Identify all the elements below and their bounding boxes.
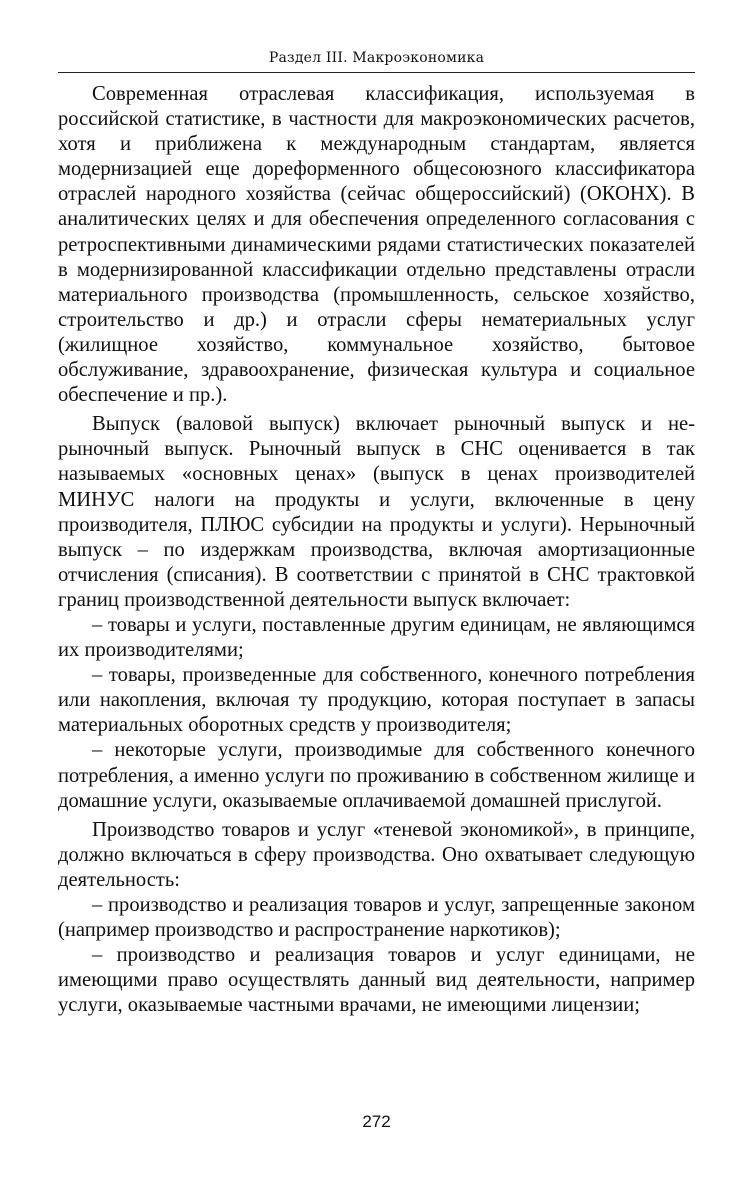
paragraph-shadow-economy: Производство товаров и услуг «теневой экономикой», в принципе, должно включаться в сферу производства. Оно охватывает следующую деятельность: — [58, 818, 695, 891]
header-rule — [58, 72, 695, 73]
paragraph-classification: Современная отраслевая классификация, используемая в российской статистике, в частности для макроэкономических расчетов, хотя и приближена к международным стандартам, является модернизацией еще дореформенного общесоюзного классификатора отраслей народного хозяйства (сейчас общероссийский) (ОКОНХ). В аналитических целях и для обеспечения определенного согласования с ретроспективными динамическими рядами статистических показателей в модернизированной классификации отдельно представлены отрасли материального производства (промышленность, сельское хозяйство, строительство и др.) и отрасли сферы нематериальных услуг (жилищное хозяйство, коммунальное хозяйство, бытовое обслуживание, здравоохранение, физическая культура и социальное обеспечение и пр.). — [58, 83, 695, 407]
list-item-household-services: – некоторые услуги, производимые для собственного конечного потребления, а именно услуги по проживанию в собственном жилище и домашние услуги, оказываемые оплачиваемой домашней прислугой. — [58, 739, 695, 812]
list-item-own-consumption: – товары, произведенные для собственного, конечного потребления или накопления, включая ту продукцию, которая поступает в запасы материальных оборотных средств у производителя; — [58, 664, 695, 737]
page-body — [58, 82, 695, 1018]
page-number: 272 — [362, 1112, 391, 1131]
paragraph-output: Выпуск (валовой выпуск) включает рыночный выпуск и нерыночный выпуск. Рыночный выпуск в СНС оценивается в так называемых «основных ценах» (выпуск в ценах производителей МИНУС налоги на продукты и услуги, включенные в цену производителя, ПЛЮС субсидии на продукты и услуги). Нерыночный выпуск – по издержкам производства, включая амортизационные отчисления (списания). В соответствии с принятой в СНС трактовкой границ производственной деятельности выпуск включает: — [58, 413, 695, 611]
list-item-goods-services: – товары и услуги, поставленные другим единицам, не являющимся их производителями; — [58, 613, 695, 662]
list-item-prohibited: – производство и реализация товаров и услуг, запрещенные законом (например производство и распространение наркотиков); — [58, 894, 695, 942]
running-header: Раздел III. Макроэкономика — [268, 50, 485, 66]
list-item-unlicensed: – производство и реализация товаров и услуг единицами, не имеющими право осуществлять данный вид деятельности, например услуги, оказываемые частными врачами, не имеющими лицензии; — [58, 944, 695, 1017]
